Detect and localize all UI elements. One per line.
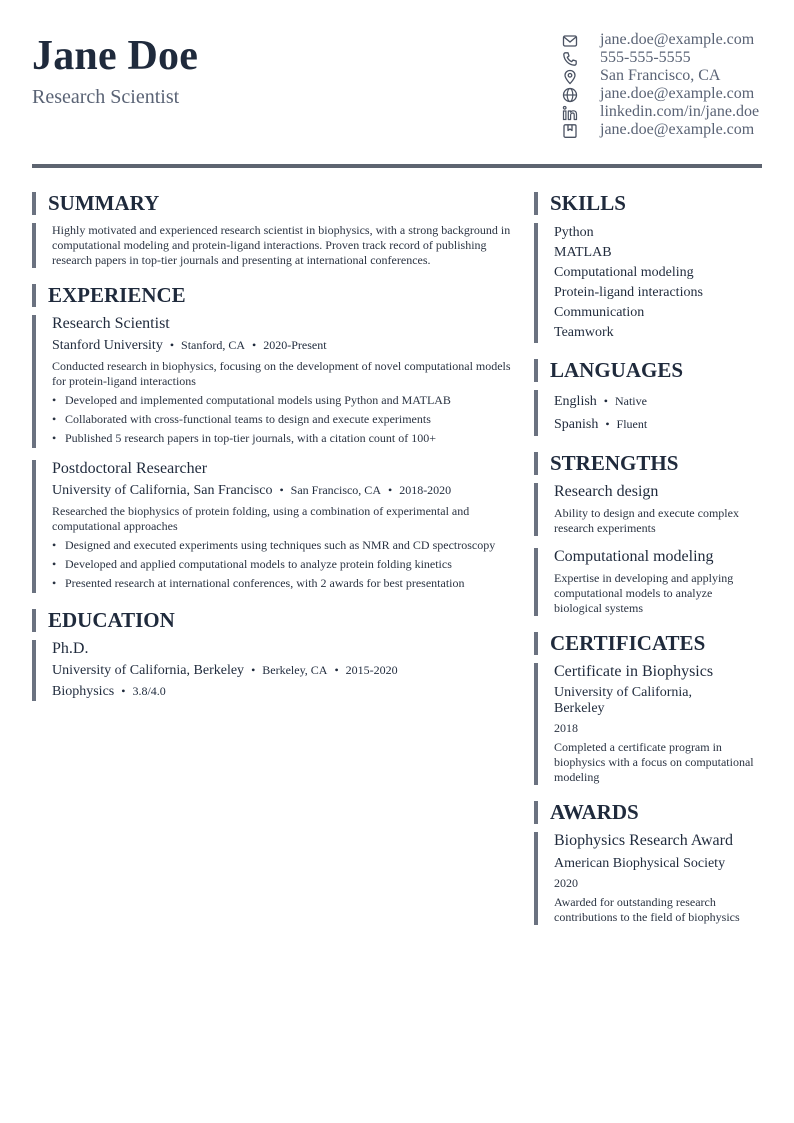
job-org-line xyxy=(52,336,512,355)
strength-title: Computational modeling xyxy=(554,548,714,565)
job-bullet: • Developed and implemented computational models using Python and MATLAB xyxy=(52,391,512,410)
strength-title: Research design xyxy=(554,483,659,500)
languages-section xyxy=(534,390,762,436)
certificate-item xyxy=(534,663,762,785)
strength-item xyxy=(534,483,762,536)
separator-dot: • xyxy=(334,663,339,677)
location-pin-icon xyxy=(562,69,578,85)
skill-item: MATLAB xyxy=(554,245,612,260)
education-item xyxy=(32,640,512,701)
strength-description: Expertise in developing and applying computational models to analyze biological systems xyxy=(554,571,734,615)
contact-email-text: jane.doe@example.com xyxy=(600,31,755,48)
education-dates: 2015-2020 xyxy=(345,663,398,677)
skill-item: Computational modeling xyxy=(554,265,694,280)
skill-item: Teamwork xyxy=(554,325,614,340)
skill-item: Protein-ligand interactions xyxy=(554,285,703,300)
education-gpa: 3.8/4.0 xyxy=(132,684,166,698)
award-title: Biophysics Research Award xyxy=(554,832,733,849)
experience-heading: EXPERIENCE xyxy=(32,284,512,307)
award-description: Awarded for outstanding research contributions to the field of biophysics xyxy=(554,895,740,924)
job-bullets xyxy=(52,391,512,448)
language-name: Spanish xyxy=(554,417,599,432)
job-location: Stanford, CA xyxy=(181,338,246,352)
separator-dot: • xyxy=(279,483,284,497)
contact-phone[interactable] xyxy=(562,49,762,67)
separator-dot: • xyxy=(252,338,257,352)
contact-list xyxy=(562,31,762,139)
contact-portfolio[interactable] xyxy=(562,121,762,139)
strength-item xyxy=(534,548,762,616)
separator-dot: • xyxy=(251,663,256,677)
phone-icon xyxy=(562,51,578,67)
job-bullets xyxy=(52,536,512,593)
contact-phone-text: 555-555-5555 xyxy=(600,49,691,66)
separator-dot: • xyxy=(121,684,126,698)
award-year: 2020 xyxy=(554,876,578,890)
job-bullet: • Collaborated with cross-functional teams to design and execute experiments xyxy=(52,410,512,429)
contact-website-text: jane.doe@example.com xyxy=(600,85,755,102)
language-item xyxy=(554,413,762,436)
job-title: Research Scientist xyxy=(52,315,170,332)
language-name: English xyxy=(554,394,597,409)
language-item xyxy=(554,390,762,413)
summary-heading: SUMMARY xyxy=(32,192,512,215)
certificate-description: Completed a certificate program in biophysics with a focus on computational modeling xyxy=(554,740,754,784)
separator-dot: • xyxy=(603,394,608,408)
contact-email[interactable] xyxy=(562,31,762,49)
job-dates: 2020-Present xyxy=(263,338,327,352)
skill-item: Communication xyxy=(554,305,645,320)
candidate-title: Research Scientist xyxy=(32,86,180,108)
experience-item xyxy=(32,460,512,593)
contact-website[interactable] xyxy=(562,85,762,103)
right-column xyxy=(534,192,762,925)
job-bullet: • Designed and executed experiments using techniques such as NMR and CD spectroscopy xyxy=(52,536,512,555)
language-level: Native xyxy=(614,394,647,408)
separator-dot: • xyxy=(605,417,610,431)
award-item xyxy=(534,832,762,925)
job-bullet: • Developed and applied computational models to analyze protein folding kinetics xyxy=(52,555,512,574)
summary-section xyxy=(32,223,512,268)
certificate-year: 2018 xyxy=(554,721,578,735)
job-org-line xyxy=(52,481,512,500)
education-school-line xyxy=(52,661,512,680)
experience-item xyxy=(32,315,512,448)
contact-location xyxy=(562,67,762,85)
separator-dot: • xyxy=(169,338,175,352)
globe-icon xyxy=(562,87,578,103)
skills-heading: SKILLS xyxy=(534,192,762,215)
skills-section xyxy=(534,223,762,343)
candidate-name: Jane Doe xyxy=(32,33,199,79)
job-bullet: • Presented research at international conferences, with 2 awards for best presentation xyxy=(52,574,512,593)
education-degree: Ph.D. xyxy=(52,640,89,657)
skill-item: Python xyxy=(554,225,594,240)
envelope-icon xyxy=(562,33,578,49)
job-description: Conducted research in biophysics, focusing on the development of novel computational models for protein-ligand interactions xyxy=(52,359,511,388)
education-field-line xyxy=(52,682,512,701)
awards-heading: AWARDS xyxy=(534,801,762,824)
strength-description: Ability to design and execute complex research experiments xyxy=(554,506,739,535)
contact-location-text: San Francisco, CA xyxy=(600,67,721,84)
left-column xyxy=(32,192,512,701)
strengths-heading: STRENGTHS xyxy=(534,452,762,475)
certificates-heading: CERTIFICATES xyxy=(534,632,762,655)
job-title: Postdoctoral Researcher xyxy=(52,460,208,477)
contact-portfolio-text: jane.doe@example.com xyxy=(600,121,755,138)
education-location: Berkeley, CA xyxy=(262,663,328,677)
job-dates: 2018-2020 xyxy=(399,483,452,497)
resume-header xyxy=(32,30,762,150)
certificate-org: University of California, Berkeley xyxy=(554,685,693,716)
job-description: Researched the biophysics of protein folding, using a combination of experimental and computational approaches xyxy=(52,504,470,533)
contact-linkedin-text: linkedin.com/in/jane.doe xyxy=(600,103,760,120)
award-org: American Biophysical Society xyxy=(554,856,726,871)
separator-dot: • xyxy=(387,483,393,497)
job-org: Stanford University xyxy=(52,338,163,353)
summary-text: Highly motivated and experienced research scientist in biophysics, with a strong background in computational modeling and protein-ligand interactions. Proven track record of publishing research papers in top-tier journals and presenting at international conferences. xyxy=(52,223,511,267)
contact-linkedin[interactable] xyxy=(562,103,762,121)
bookmark-icon xyxy=(562,123,578,139)
education-heading: EDUCATION xyxy=(32,609,512,632)
language-level: Fluent xyxy=(616,417,648,431)
job-org: University of California, San Francisco xyxy=(52,483,273,498)
header-divider xyxy=(32,164,762,168)
job-bullet: • Published 5 research papers in top-tier journals, with a citation count of 100+ xyxy=(52,429,512,448)
education-field: Biophysics xyxy=(52,684,115,699)
languages-heading: LANGUAGES xyxy=(534,359,762,382)
certificate-title: Certificate in Biophysics xyxy=(554,663,714,680)
education-school: University of California, Berkeley xyxy=(52,663,245,678)
job-location: San Francisco, CA xyxy=(290,483,381,497)
linkedin-icon xyxy=(562,105,578,121)
